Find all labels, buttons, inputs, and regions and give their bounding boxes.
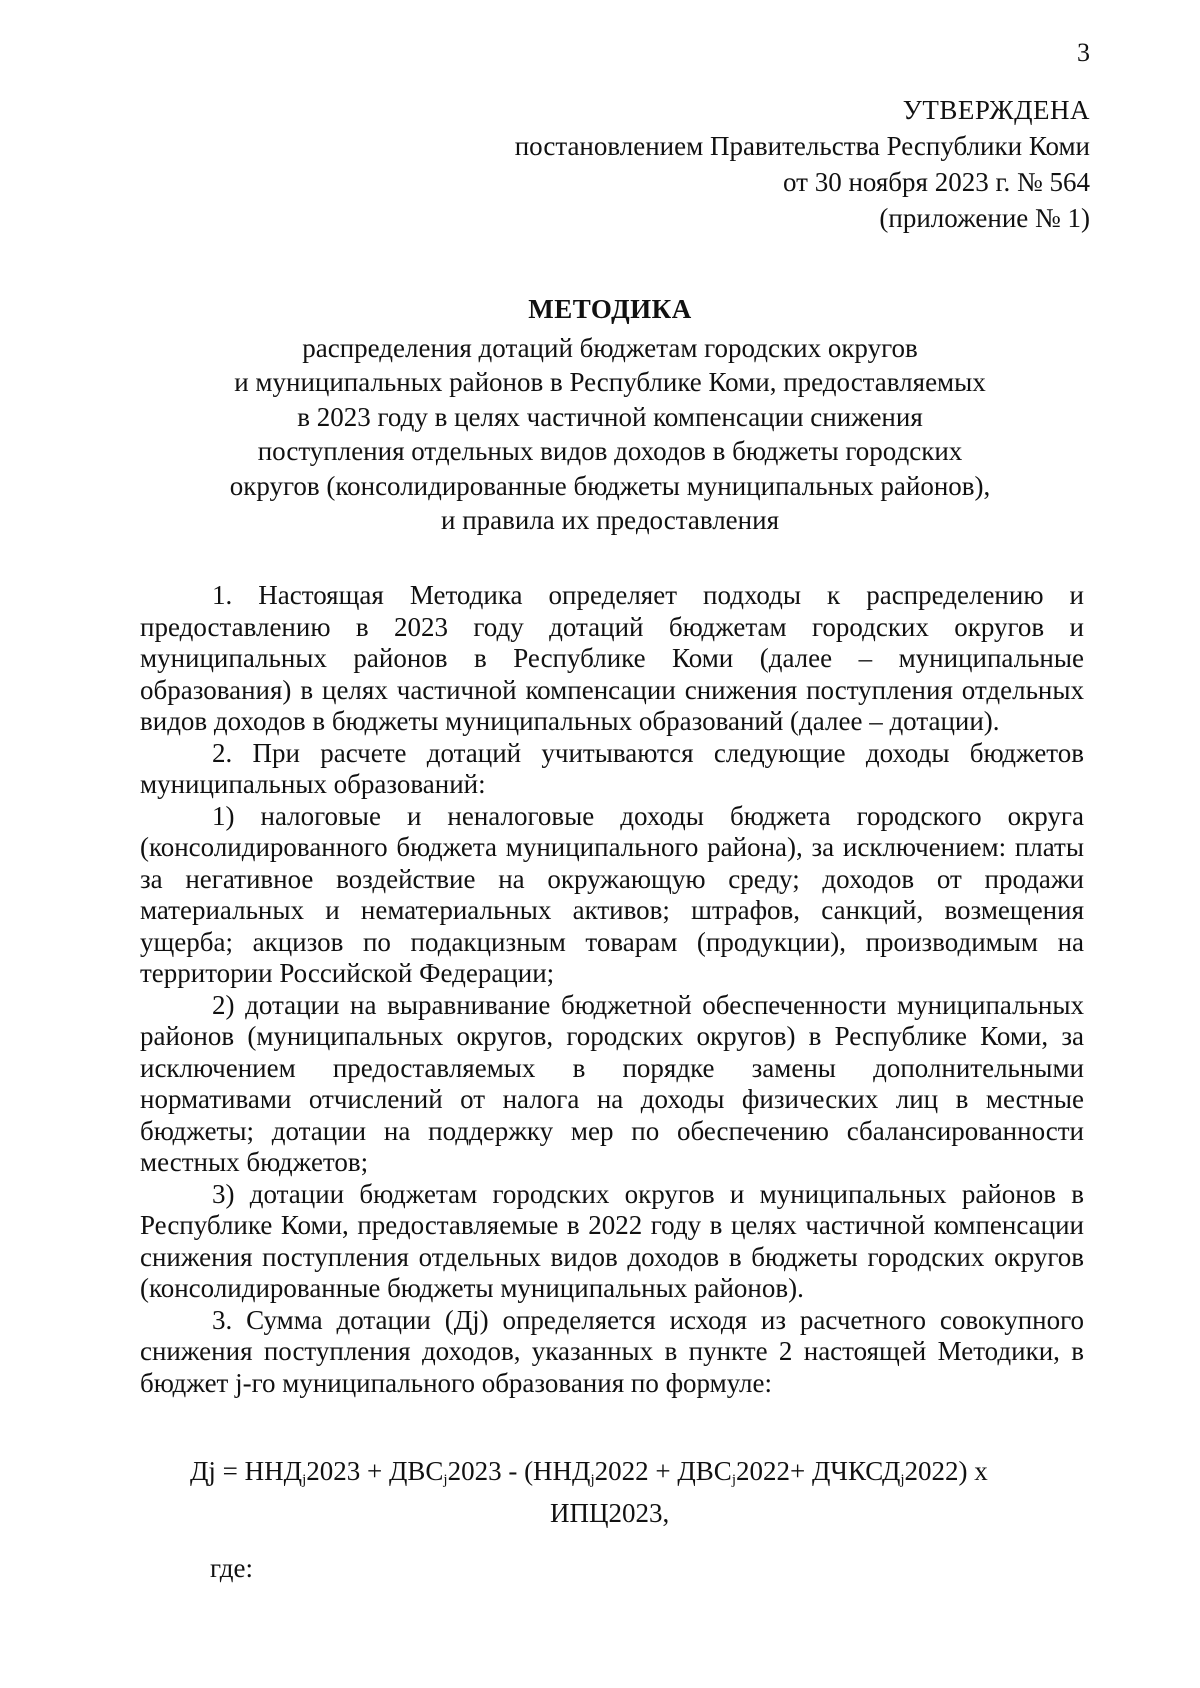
paragraph-2-item-1: 1) налоговые и неналоговые доходы бюджета городского округа (консолидированного бюджета муниципального района), за исключением: платы за негативное воздействие на окружающую среду; доходов от продажи материальных и нематериальных активов; штрафов, санкций, возмещения ущерба; акцизов по подакцизным товарам (продукции), производимым на территории Российской Федерации; [140, 800, 1084, 988]
formula-part: Дj = ННД [190, 1456, 303, 1486]
formula-part: 2022+ ДЧКСД [736, 1456, 901, 1486]
formula-subscript: j [590, 1472, 595, 1488]
title-line: распределения дотаций бюджетам городских округов [302, 332, 918, 363]
formula-subscript: j [302, 1472, 307, 1488]
approval-block [515, 92, 1090, 236]
paragraph-2: 2. При расчете дотаций учитываются следующие доходы бюджетов муниципальных образований: [140, 737, 1084, 799]
formula-subscript: j [443, 1472, 448, 1488]
title-line: и муниципальных районов в Республике Коми, предоставляемых [234, 367, 986, 397]
title-line: и правила их предоставления [441, 505, 779, 535]
formula-part: 2022 + ДВС [594, 1456, 732, 1486]
title-block [140, 292, 1080, 538]
formula-part: 2023 - (ННД [447, 1456, 591, 1486]
document-heading: МЕТОДИКА [528, 294, 692, 324]
approval-stamp: УТВЕРЖДЕНА [902, 95, 1090, 125]
where-label: где: [210, 1553, 253, 1583]
page-number: 3 [1077, 38, 1090, 67]
paragraph-2-item-3: 3) дотации бюджетам городских округов и муниципальных районов в Республике Коми, предоставляемые в 2022 году в целях частичной компенсации снижения поступления отдельных видов доходов в бюджеты городских округов (консолидированные бюджеты муниципальных районов). [140, 1178, 1084, 1303]
formula [190, 1455, 1050, 1530]
formula-part: 2022) х [904, 1456, 988, 1486]
approval-line-2: от 30 ноября 2023 г. № 564 [783, 167, 1090, 197]
formula-subscript: j [900, 1472, 905, 1488]
paragraph-2-item-2: 2) дотации на выравнивание бюджетной обеспеченности муниципальных районов (муниципальных округов, городских округов) в Республике Коми, за исключением предоставляемых в порядке замены дополнительными нормативами отчислений от налога на доходы физических лиц в местные бюджеты; дотации на поддержку мер по обеспечению сбалансированности местных бюджетов; [140, 989, 1084, 1177]
title-line: в 2023 году в целях частичной компенсации снижения [297, 401, 923, 432]
title-line: поступления отдельных видов доходов в бюджеты городских [257, 436, 963, 466]
formula-line-2: ИПЦ2023, [550, 1498, 670, 1528]
title-line: округов (консолидированные бюджеты муниципальных районов), [229, 470, 991, 501]
approval-line-3: (приложение № 1) [879, 203, 1090, 233]
formula-subscript: j [731, 1472, 736, 1488]
paragraph-3: 3. Сумма дотации (Дj) определяется исходя из расчетного совокупного снижения поступления доходов, указанных в пункте 2 настоящей Методики, в бюджет j-го муниципального образования по формуле: [140, 1304, 1084, 1398]
approval-line-1: постановлением Правительства Республики Коми [514, 131, 1090, 161]
body-text [140, 580, 1084, 1399]
formula-part: 2023 + ДВС [306, 1456, 444, 1486]
formula-line-1 [190, 1455, 1050, 1497]
paragraph-1: 1. Настоящая Методика определяет подходы к распределению и предоставлению в 2023 году дотаций бюджетам городских округов и муниципальных районов в Республике Коми (далее – муниципальные образования) в целях частичной компенсации снижения поступления отдельных видов доходов в бюджеты муниципальных образований (далее – дотации). [140, 580, 1084, 736]
